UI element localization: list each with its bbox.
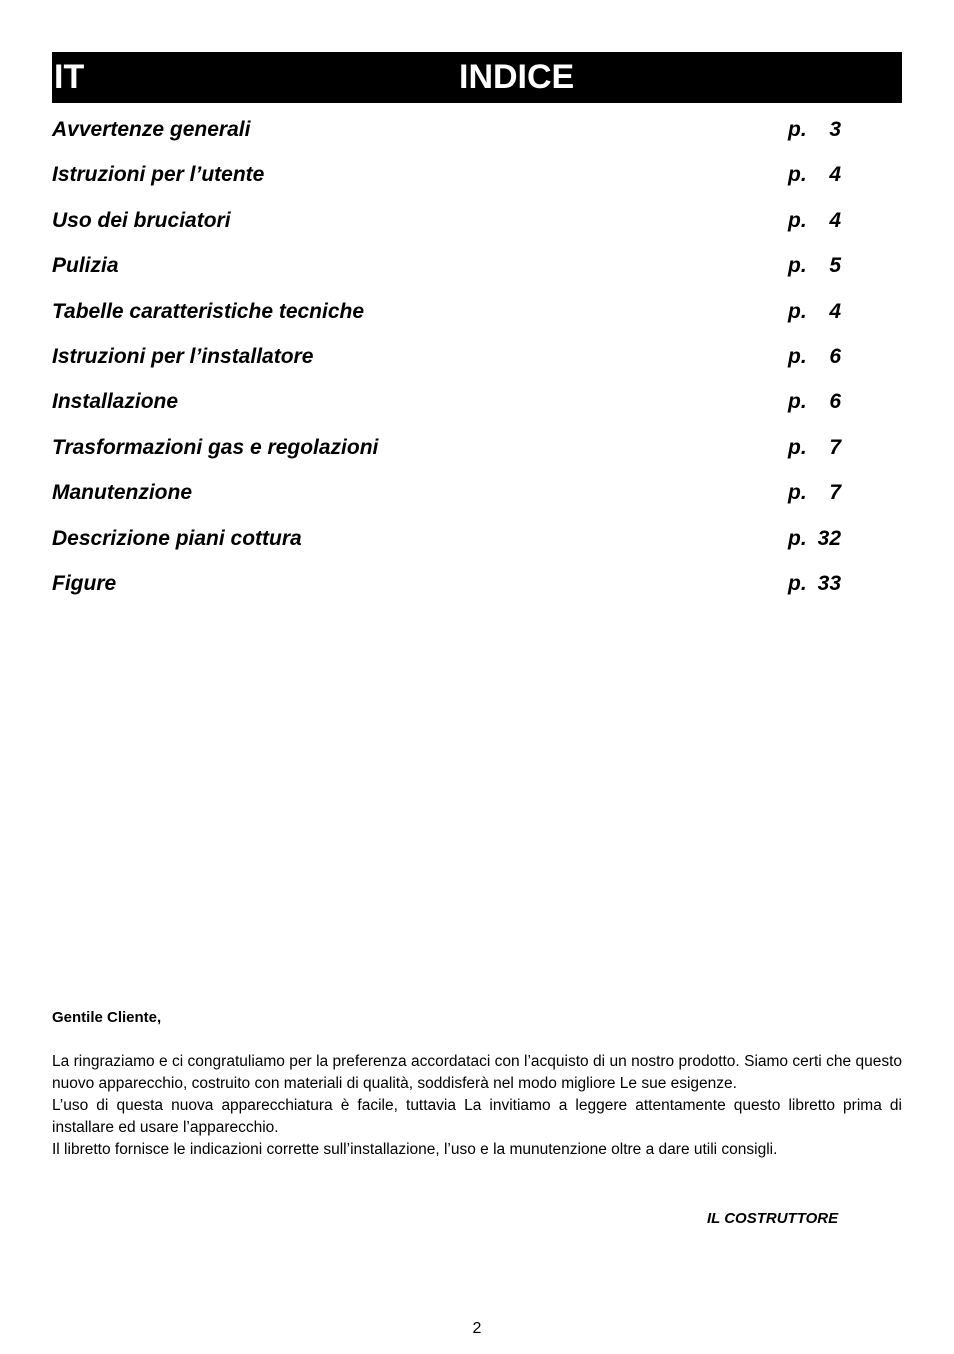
toc-entry-label: Manutenzione bbox=[52, 481, 192, 505]
toc-page-prefix: p. bbox=[788, 118, 807, 141]
header-bar bbox=[52, 52, 902, 103]
table-of-contents bbox=[52, 114, 902, 613]
toc-page-prefix: p. bbox=[788, 299, 807, 323]
page-number: 2 bbox=[472, 1320, 482, 1337]
toc-entry-label: Trasformazioni gas e regolazioni bbox=[52, 435, 379, 459]
toc-entry bbox=[52, 523, 902, 568]
toc-page-prefix: p. bbox=[788, 344, 807, 368]
toc-entry bbox=[52, 341, 902, 386]
toc-entry bbox=[52, 250, 902, 295]
language-code: IT bbox=[54, 58, 85, 96]
letter-body bbox=[52, 1051, 902, 1161]
toc-entry bbox=[52, 386, 902, 431]
toc-entry-label: Tabelle caratteristiche tecniche bbox=[52, 299, 365, 323]
toc-entry bbox=[52, 296, 902, 341]
toc-page-prefix: p. bbox=[788, 526, 807, 550]
letter-paragraph: La ringraziamo e ci congratuliamo per la preferenza accordataci con l’acquisto di un nostro prodotto. Siamo certi che questo nuovo apparecchio, costruito con materiali di qualità, soddisferà nel modo migliore Le sue esigenze. bbox=[52, 1053, 902, 1092]
toc-page-number: 6 bbox=[829, 390, 841, 414]
toc-page-number: 6 bbox=[829, 344, 841, 368]
toc-entry bbox=[52, 477, 902, 522]
toc-page-number: 33 bbox=[817, 571, 841, 595]
toc-page-prefix: p. bbox=[788, 208, 807, 232]
toc-entry-label: Istruzioni per l’installatore bbox=[52, 344, 314, 368]
toc-page-prefix: p. bbox=[788, 571, 807, 595]
toc-page-prefix: p. bbox=[788, 481, 807, 505]
toc-page-prefix: p. bbox=[788, 163, 807, 187]
toc-entry-label: Avvertenze generali bbox=[52, 118, 251, 141]
toc-entry-label: Uso dei bruciatori bbox=[52, 208, 231, 232]
letter-greeting: Gentile Cliente, bbox=[52, 1009, 162, 1026]
toc-page-number: 32 bbox=[817, 526, 841, 550]
toc-page-prefix: p. bbox=[788, 254, 807, 278]
toc-entry bbox=[52, 159, 902, 204]
letter-paragraph: Il libretto fornisce le indicazioni corrette sull’installazione, l’uso e la munutenzione oltre a dare utili consigli. bbox=[52, 1141, 778, 1158]
toc-page-number: 4 bbox=[829, 163, 841, 187]
letter-signature: IL COSTRUTTORE bbox=[707, 1210, 839, 1227]
toc-entry bbox=[52, 205, 902, 250]
letter-paragraph: L’uso di questa nuova apparecchiatura è facile, tuttavia La invitiamo a leggere attentamente questo libretto prima di installare ed usare l’apparecchio. bbox=[52, 1097, 902, 1136]
toc-entry-label: Istruzioni per l’utente bbox=[52, 163, 265, 187]
toc-page-number: 7 bbox=[829, 435, 841, 459]
toc-entry-label: Installazione bbox=[52, 390, 179, 414]
toc-page-number: 4 bbox=[829, 208, 841, 232]
toc-page-number: 5 bbox=[829, 254, 841, 278]
toc-entry-label: Descrizione piani cottura bbox=[52, 526, 302, 550]
toc-entry-label: Pulizia bbox=[52, 254, 119, 278]
page-title: INDICE bbox=[459, 58, 575, 96]
toc-page-prefix: p. bbox=[788, 435, 807, 459]
toc-entry-label: Figure bbox=[52, 571, 117, 595]
toc-page-number: 7 bbox=[829, 481, 841, 505]
toc-entry bbox=[52, 114, 902, 159]
toc-page-number: 4 bbox=[829, 299, 841, 323]
toc-page-prefix: p. bbox=[788, 390, 807, 414]
toc-page-number: 3 bbox=[829, 118, 841, 141]
toc-entry bbox=[52, 432, 902, 477]
toc-entry bbox=[52, 568, 902, 613]
